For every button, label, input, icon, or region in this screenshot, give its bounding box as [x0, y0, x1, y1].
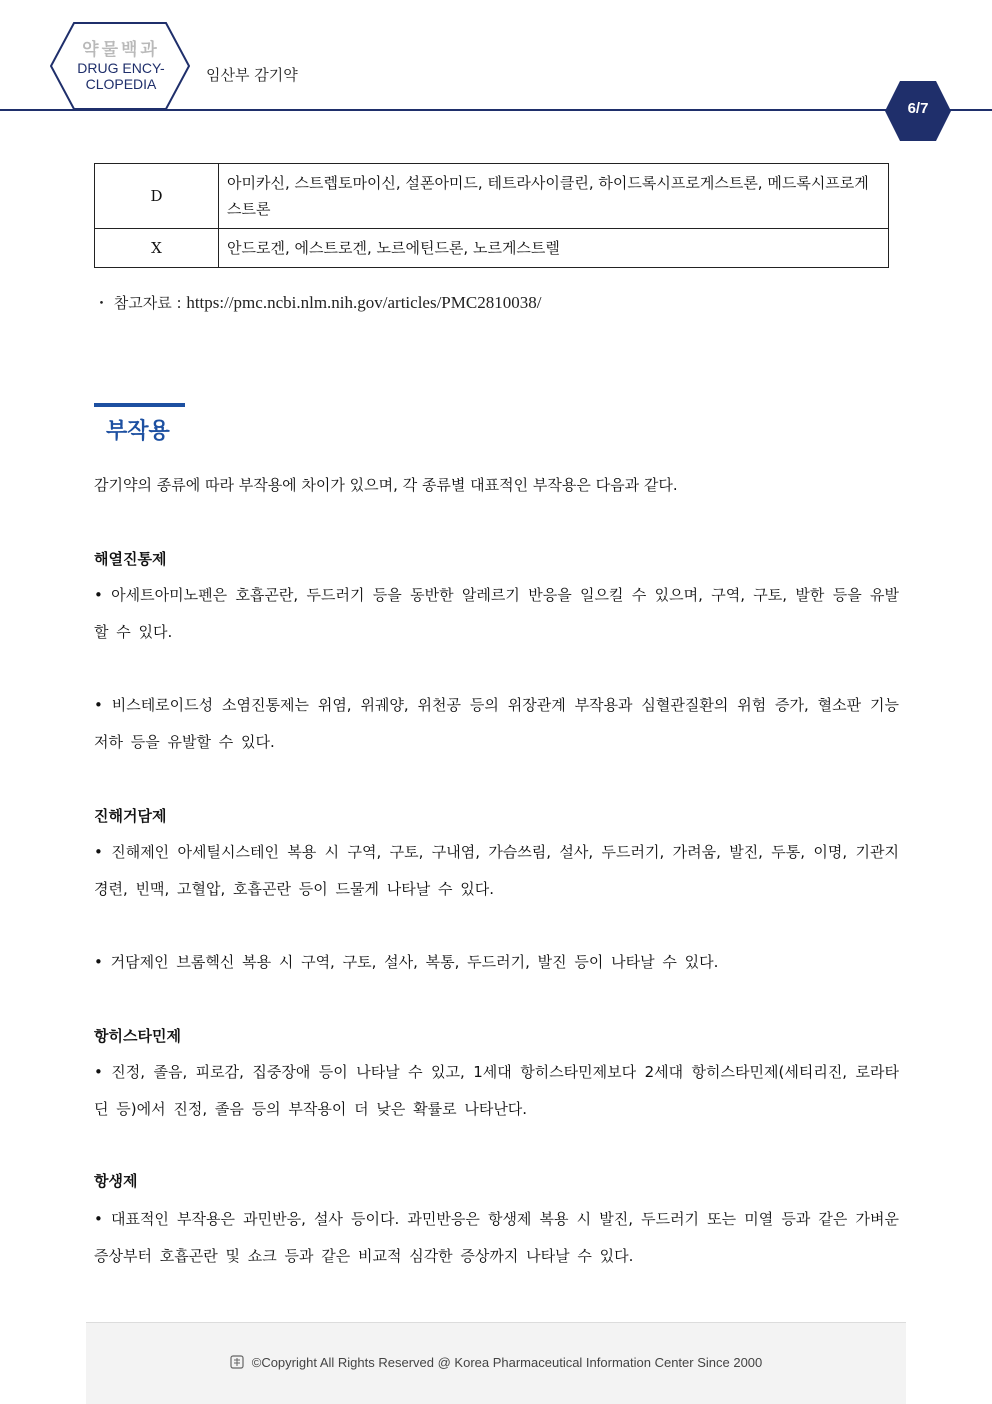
paragraph: • 진해제인 아세틸시스테인 복용 시 구역, 구토, 구내염, 가슴쓰림, 설사, 두드러기, 가려움, 발진, 두통, 이명, 기관지경련, 빈맥, 고혈압, 호흡곤란 등이 드물게 나타날 수 있다. [94, 843, 899, 898]
pregnancy-category-table [94, 163, 889, 268]
section-accent-bar [94, 403, 185, 407]
drugs-cell: 아미카신, 스트렙토마이신, 설폰아미드, 테트라사이클린, 하이드록시프로게스트론, 메드록시프로게스트론 [219, 164, 889, 229]
paragraph: • 대표적인 부작용은 과민반응, 설사 등이다. 과민반응은 항생제 복용 시 발진, 두드러기 또는 미열 등과 같은 가벼운 증상부터 호흡곤란 및 쇼크 등과 같은 비교적 심각한 증상까지 나타날 수 있다. [94, 1210, 899, 1265]
footer [86, 1322, 906, 1404]
drugs-cell: 안드로겐, 에스트로겐, 노르에틴드론, 노르게스트렐 [219, 229, 889, 268]
table-row [95, 164, 889, 229]
copyright-text: ©Copyright All Rights Reserved @ Korea Pharmaceutical Information Center Since 2000 [251, 1355, 763, 1370]
reference-link[interactable]: https://pmc.ncbi.nlm.nih.gov/articles/PMC2810038/ [186, 293, 542, 312]
document-title: 임산부 감기약 [206, 66, 298, 84]
paragraph: • 진정, 졸음, 피로감, 집중장애 등이 나타날 수 있고, 1세대 항히스타민제보다 2세대 항히스타민제(세티리진, 로라타딘 등)에서 진정, 졸음 등의 부작용이 더 낮은 확률로 나타난다. [94, 1063, 899, 1118]
reference-label: ・ 참고자료 : [94, 294, 187, 312]
logo-english-line2: CLOPEDIA [85, 76, 157, 92]
paragraph: • 아세트아미노펜은 호흡곤란, 두드러기 등을 동반한 알레르기 반응을 일으킬 수 있으며, 구역, 구토, 발한 등을 유발할 수 있다. [94, 586, 899, 641]
seal-icon [230, 1355, 244, 1369]
subheading-antihistamine: 항히스타민제 [94, 1027, 181, 1045]
category-cell: X [95, 229, 219, 268]
table-row [95, 229, 889, 268]
subheading-antipyretic: 해열진통제 [94, 550, 167, 568]
subheading-antibiotic: 항생제 [94, 1172, 138, 1190]
subheading-antitussive: 진해거담제 [94, 807, 167, 825]
reference-note [94, 292, 541, 313]
header-divider [0, 109, 992, 111]
logo [62, 40, 180, 92]
paragraph: • 거담제인 브롬헥신 복용 시 구역, 구토, 설사, 복통, 두드러기, 발진 등이 나타날 수 있다. [94, 953, 719, 971]
logo-korean: 약물백과 [82, 40, 160, 60]
page-indicator: 6/7 [907, 100, 929, 117]
section-intro: 감기약의 종류에 따라 부작용에 차이가 있으며, 각 종류별 대표적인 부작용은 다음과 같다. [94, 476, 678, 494]
category-cell: D [95, 164, 219, 229]
paragraph: • 비스테로이드성 소염진통제는 위염, 위궤양, 위천공 등의 위장관계 부작용과 심혈관질환의 위험 증가, 혈소판 기능 저하 등을 유발할 수 있다. [94, 696, 899, 751]
logo-english-line1: DRUG ENCY- [77, 60, 165, 76]
section-title: 부작용 [106, 419, 170, 444]
